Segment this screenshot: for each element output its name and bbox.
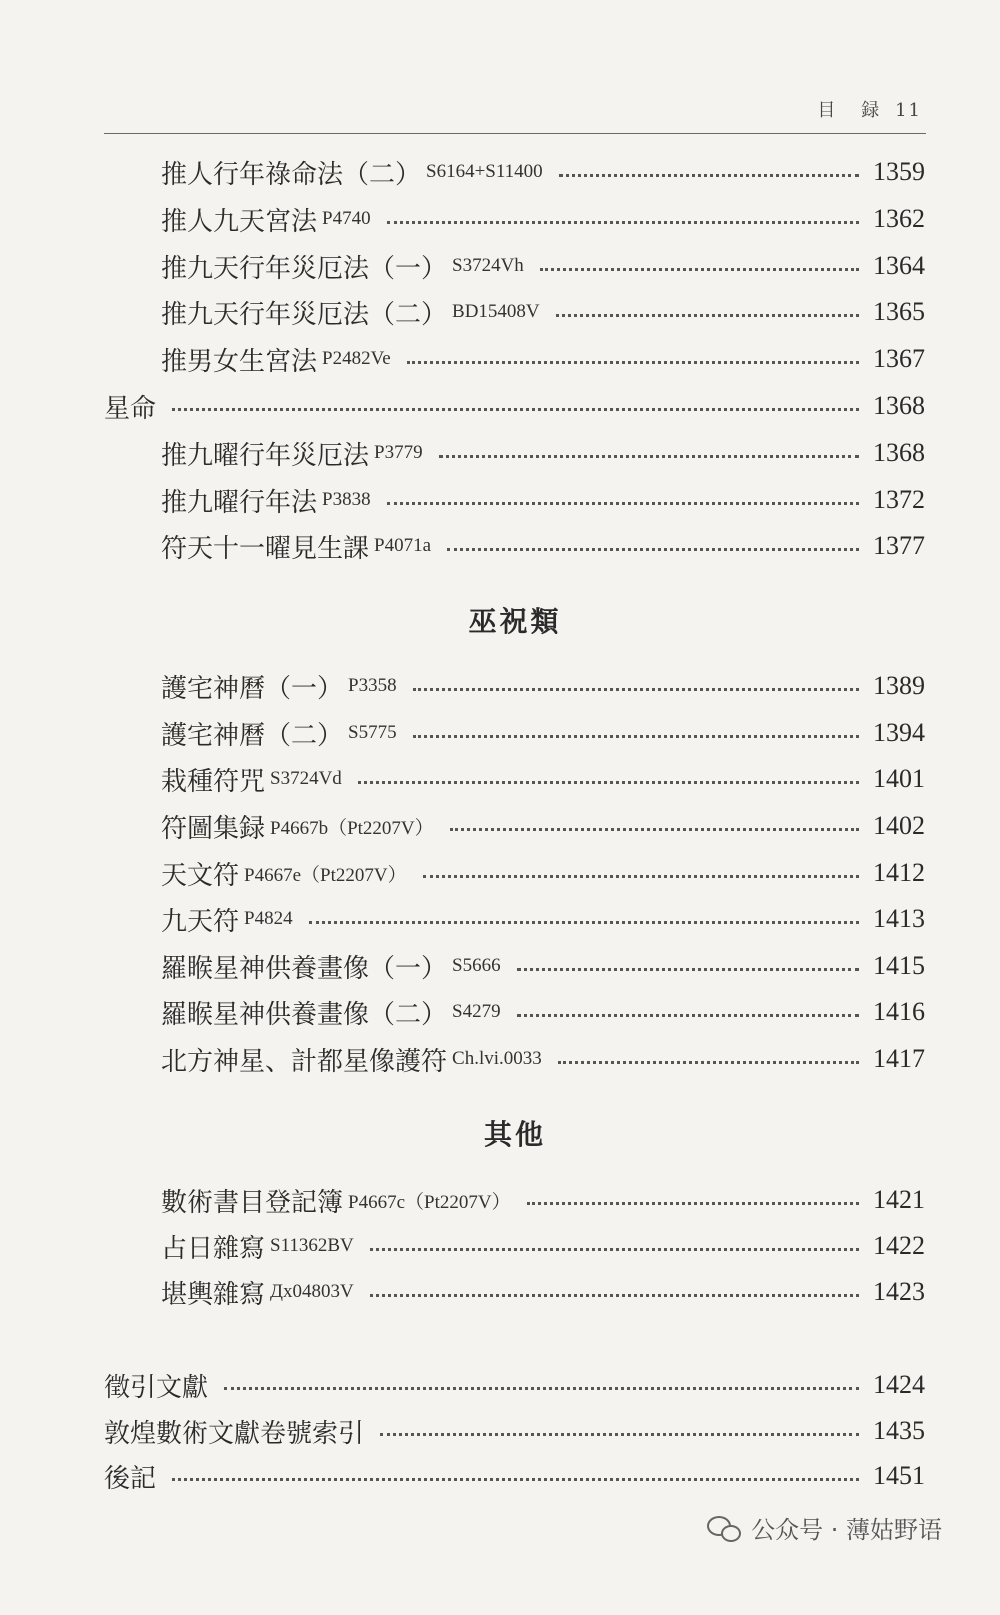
entry-title: 占日雜寫 (161, 1233, 266, 1264)
dot-leader (387, 502, 859, 505)
entry-title: 九天符 (161, 906, 240, 937)
header-rule (104, 133, 926, 134)
dot-leader (527, 1202, 859, 1205)
entry-title: 羅睺星神供養畫像（一） (161, 953, 448, 984)
dot-leader (439, 455, 859, 458)
toc-entry (161, 1180, 925, 1220)
toc-entry (104, 386, 925, 426)
toc-entry (161, 480, 925, 520)
entry-page: 1413 (873, 904, 925, 933)
entry-page: 1412 (873, 858, 925, 887)
entry-title: 推九天行年災厄法（二） (161, 299, 448, 330)
entry-page: 1401 (873, 764, 925, 793)
running-head (817, 96, 922, 122)
entry-page: 1416 (873, 997, 925, 1026)
entry-page: 1421 (873, 1185, 925, 1214)
toc-entry (161, 1272, 925, 1312)
entry-title: 推九天行年災厄法（一） (161, 253, 448, 284)
entry-source: BD15408V (452, 301, 540, 322)
toc-entry (161, 199, 925, 239)
dot-leader (380, 1433, 859, 1436)
entry-page: 1394 (873, 718, 925, 747)
dot-leader (558, 1061, 859, 1064)
watermark (707, 1510, 942, 1545)
dot-leader (559, 174, 859, 177)
toc-entry (161, 899, 925, 939)
toc-entry (161, 759, 925, 799)
toc-entry (104, 1411, 925, 1451)
entry-source: P4667e（Pt2207V） (244, 864, 407, 886)
entry-page: 1377 (873, 531, 925, 560)
entry-title: 徵引文獻 (104, 1372, 209, 1403)
toc-entry (161, 526, 925, 566)
entry-source: P4667c（Pt2207V） (348, 1191, 511, 1213)
toc-entry (161, 992, 925, 1032)
dot-leader (450, 828, 859, 831)
toc-entry (161, 433, 925, 473)
entry-page: 1368 (873, 438, 925, 467)
entry-title: 北方神星、計都星像護符 (161, 1046, 448, 1077)
toc-entry (104, 1365, 925, 1405)
dot-leader (370, 1294, 859, 1297)
entry-title: 羅睺星神供養畫像（二） (161, 999, 448, 1030)
toc-entry (104, 1456, 925, 1496)
entry-title: 護宅神曆（一） (161, 673, 344, 704)
entry-page: 1422 (873, 1231, 925, 1260)
dot-leader (407, 361, 859, 364)
entry-page: 1389 (873, 671, 925, 700)
page-number: 11 (895, 100, 922, 121)
entry-page: 1364 (873, 251, 925, 280)
entry-page: 1415 (873, 951, 925, 980)
entry-source: P3358 (348, 675, 397, 696)
section-title-wuzhu: 巫祝類 (468, 605, 562, 638)
dot-leader (556, 314, 859, 317)
entry-page: 1368 (873, 391, 925, 420)
entry-title: 堪輿雜寫 (161, 1279, 266, 1310)
entry-page: 1365 (873, 297, 925, 326)
watermark-text: 公众号 · 薄姑野语 (751, 1516, 942, 1544)
entry-title: 後記 (104, 1463, 157, 1494)
entry-page: 1417 (873, 1044, 925, 1073)
entry-page: 1423 (873, 1277, 925, 1306)
entry-page: 1372 (873, 485, 925, 514)
toc-entry (161, 246, 925, 286)
entry-title: 推男女生宮法 (161, 346, 318, 377)
dot-leader (517, 968, 859, 971)
entry-page: 1359 (873, 157, 925, 186)
entry-title: 護宅神曆（二） (161, 720, 344, 751)
dot-leader (224, 1387, 859, 1390)
toc-entry (161, 1039, 925, 1079)
entry-source: S3724Vd (270, 768, 342, 789)
entry-title: 栽種符咒 (161, 766, 266, 797)
toc-entry (161, 713, 925, 753)
entry-source: P3838 (322, 489, 371, 510)
entry-title: 推人行年祿命法（二） (161, 159, 422, 190)
entry-title: 推九曜行年災厄法 (161, 440, 370, 471)
toc-entry (161, 1226, 925, 1266)
dot-leader (387, 221, 859, 224)
dot-leader (172, 1478, 859, 1481)
entry-page: 1424 (873, 1370, 925, 1399)
entry-title: 天文符 (161, 860, 240, 891)
toc-entry (161, 152, 925, 192)
dot-leader (423, 875, 859, 878)
dot-leader (172, 408, 859, 411)
entry-title: 推人九天宮法 (161, 206, 318, 237)
toc-entry (161, 339, 925, 379)
entry-title: 星命 (104, 393, 157, 424)
entry-title: 敦煌數術文獻卷號索引 (104, 1418, 365, 1449)
toc-entry (161, 853, 925, 893)
toc-entry (161, 946, 925, 986)
dot-leader (370, 1248, 859, 1251)
entry-page: 1362 (873, 204, 925, 233)
entry-source: S6164+S11400 (426, 161, 543, 182)
entry-source: S5775 (348, 722, 397, 743)
toc-entry (161, 806, 925, 846)
dot-leader (447, 548, 859, 551)
dot-leader (358, 781, 859, 784)
entry-source: S4279 (452, 1001, 501, 1022)
entry-source: P4824 (244, 908, 293, 929)
entry-source: P4071a (374, 535, 432, 556)
running-head-title: 目 録 (817, 100, 890, 121)
entry-source: P4740 (322, 208, 371, 229)
entry-title: 推九曜行年法 (161, 487, 318, 518)
entry-source: S3724Vh (452, 255, 524, 276)
entry-title: 符天十一曜見生課 (161, 533, 370, 564)
section-title-qita: 其他 (483, 1118, 546, 1151)
dot-leader (413, 688, 859, 691)
entry-page: 1402 (873, 811, 925, 840)
entry-source: S11362BV (270, 1235, 354, 1256)
dot-leader (517, 1014, 859, 1017)
dot-leader (309, 921, 859, 924)
dot-leader (540, 268, 859, 271)
entry-page: 1451 (873, 1461, 925, 1490)
entry-source: P4667b（Pt2207V） (270, 817, 434, 839)
entry-source: P3779 (374, 442, 423, 463)
wechat-icon (707, 1514, 741, 1542)
toc-entry (161, 666, 925, 706)
entry-title: 數術書目登記簿 (161, 1187, 344, 1218)
entry-page: 1367 (873, 344, 925, 373)
entry-title: 符圖集録 (161, 813, 266, 844)
entry-source: S5666 (452, 955, 501, 976)
entry-source: P2482Ve (322, 348, 391, 369)
dot-leader (413, 735, 859, 738)
toc-entry (161, 292, 925, 332)
entry-page: 1435 (873, 1416, 925, 1445)
entry-source: Ch.lvi.0033 (452, 1048, 542, 1069)
entry-source: Дx04803V (270, 1281, 354, 1302)
